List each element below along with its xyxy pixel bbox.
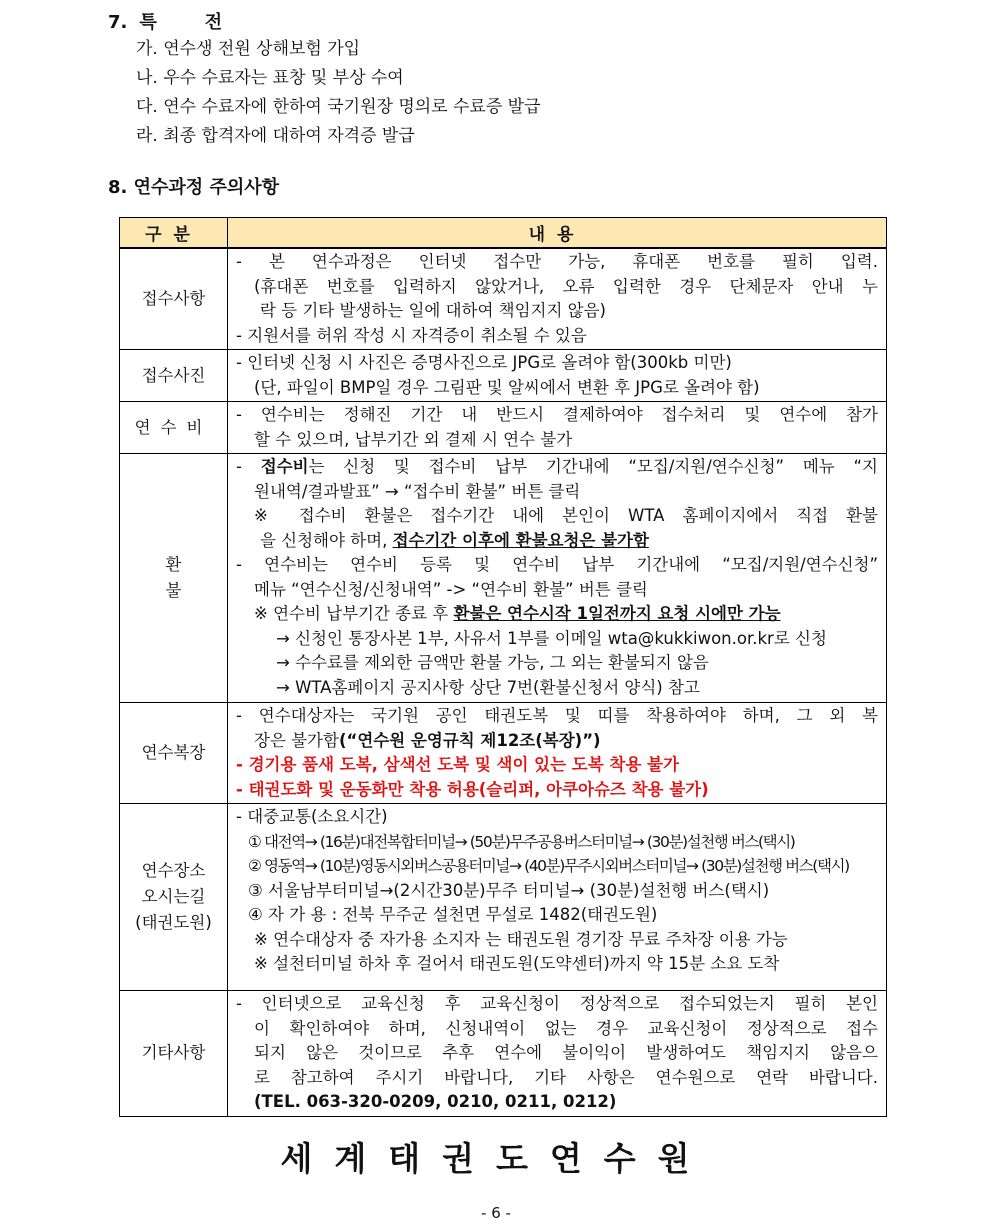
section-7-number: 7. — [108, 12, 128, 33]
content-dash: - — [236, 457, 261, 476]
content-line: ※ 연수대상자 중 자가용 소지자 는 태권도원 경기장 무료 주차장 이용 가능 — [254, 929, 788, 949]
content-line: - 인터넷으로 교육신청 후 교육신청이 정상적으로 접수되었는지 필히 본인 — [236, 994, 878, 1013]
location-label-line: (태권도원) — [135, 913, 212, 932]
content-underlined: 환불은 연수시작 1일전까지 요청 시에만 가능 — [453, 604, 781, 623]
row-label-reception: 접수사항 — [120, 248, 228, 350]
content-line: 메뉴 “연수신청/신청내역” -> “연수비 환불” 버튼 클릭 — [254, 579, 648, 599]
content-line: - 대중교통(소요시간) — [236, 807, 388, 826]
content-text: 장은 불가함 — [254, 730, 339, 750]
content-line: → 수수료를 제외한 금액만 환불 가능, 그 외는 환불되지 않음 — [276, 653, 709, 672]
route-line: ④ 자 가 용 : 전북 무주군 설천면 무설로 1482(태권도원) — [248, 905, 658, 924]
row-label-photo: 접수사진 — [120, 350, 228, 402]
perk-item: 나. 우수 수료자는 표창 및 부상 수여 — [136, 68, 404, 88]
content-text: ※ 연수비 납부기간 종료 후 — [254, 604, 454, 623]
perk-item: 다. 연수 수료자에 한하여 국기원장 명의로 수료증 발급 — [136, 97, 541, 117]
content-warning-line: - 태권도화 및 운동화만 착용 허용(슬리퍼, 아쿠아슈즈 착용 불가) — [236, 779, 709, 799]
content-line: 되지 않은 것이므로 추후 연수에 불이익이 발생하여도 책임지지 않음으 — [254, 1043, 878, 1062]
content-line: - 인터넷 신청 시 사진은 증명사진으로 JPG로 올려야 함(300kb 미만) — [236, 353, 732, 372]
section-7-title — [108, 8, 222, 34]
section-7-title-b: 전 — [204, 12, 223, 33]
row-content-fee — [228, 402, 887, 454]
table-row — [120, 248, 887, 350]
row-content-reception — [228, 248, 887, 350]
table-row — [120, 703, 887, 804]
content-line: - 연수비는 연수비 등록 및 연수비 납부 기간내에 “모집/지원/연수신청” — [236, 555, 878, 574]
location-label-line: 연수장소 — [141, 861, 206, 880]
content-bold: (“연수원 운영규칙 제12조(복장)”) — [338, 730, 601, 750]
row-content-other — [228, 991, 887, 1117]
header-category: 구분 — [120, 218, 228, 249]
row-content-uniform — [228, 703, 887, 804]
content-line: - 연수대상자는 국기원 공인 태권도복 및 띠를 착용하여야 하며, 그 외 복 — [236, 706, 878, 725]
content-underlined: 접수기간 이후에 환불요청은 불가함 — [392, 530, 649, 550]
row-label-fee: 연수비 — [120, 402, 228, 454]
row-content-refund — [228, 454, 887, 703]
table-row — [120, 804, 887, 991]
content-line: - 연수비는 정해진 기간 내 반드시 결제하여야 접수처리 및 연수에 참가 — [236, 405, 878, 424]
perks-list — [136, 35, 541, 151]
content-line: - 지원서를 허위 작성 시 자격증이 취소될 수 있음 — [236, 325, 587, 345]
content-line: 할 수 있으며, 납부기간 외 결제 시 연수 불가 — [254, 429, 573, 449]
content-line: (휴대폰 번호를 입력하지 않았거나, 오류 입력한 경우 단체문자 안내 누 — [254, 276, 878, 296]
content-line — [236, 602, 878, 627]
content-text: 을 신청해야 하며, — [260, 530, 393, 550]
row-label-other: 기타사항 — [120, 991, 228, 1117]
table-row — [120, 350, 887, 402]
notes-table — [119, 217, 887, 1117]
row-content-photo — [228, 350, 887, 402]
perk-item: 가. 연수생 전원 상해보험 가입 — [136, 39, 361, 59]
section-7-title-a: 특 — [139, 12, 157, 33]
location-label-line: 오시는길 — [141, 887, 206, 906]
section-8-title: 8. 연수과정 주의사항 — [108, 177, 279, 198]
table-row — [120, 454, 887, 703]
content-text: 는 신청 및 접수비 납부 기간내에 “모집/지원/연수신청” 메뉴 “지 — [308, 457, 878, 476]
content-line: 원내역/결과발표” → “접수비 환불” 버튼 클릭 — [254, 481, 581, 501]
content-line: → 신청인 통장사본 1부, 사유서 1부를 이메일 wta@kukkiwon.or.kr로 신청 — [276, 628, 827, 648]
content-line — [236, 729, 878, 754]
table-row — [120, 991, 887, 1117]
route-line: ③ 서울남부터미널→(2시간30분)무주 터미널→ (30분)설천행 버스(택시) — [248, 880, 770, 900]
content-line — [236, 529, 878, 554]
organization-name: 세계태권도연수원 — [280, 1139, 712, 1178]
content-line: 이 확인하여야 하며, 신청내역이 없는 경우 교육신청이 정상적으로 접수 — [254, 1018, 878, 1038]
route-line: ② 영동역→ (10분)영동시외버스공용터미널→ (40분)무주시외버스터미널→ (30분)설천행 버스(택시) — [248, 857, 849, 875]
content-bold: 접수비 — [260, 457, 309, 476]
content-line: 락 등 기타 발생하는 일에 대하여 책임지지 않음) — [260, 301, 606, 320]
row-content-location — [228, 804, 887, 991]
content-line: 로 참고하여 주시기 바랍니다, 기타 사항은 연수원으로 연락 바랍니다. — [254, 1067, 878, 1087]
row-label-refund: 환불 — [120, 454, 228, 703]
row-label-location — [120, 804, 228, 991]
contact-phone: (TEL. 063-320-0209, 0210, 0211, 0212) — [254, 1092, 617, 1111]
content-line — [236, 455, 878, 480]
table-header-row — [120, 218, 887, 249]
content-line: ※ 설천터미널 하차 후 걸어서 태권도원(도약센터)까지 약 15분 소요 도착 — [254, 954, 780, 973]
content-warning-line: - 경기용 품새 도복, 삼색선 도복 및 색이 있는 도복 착용 불가 — [236, 755, 679, 774]
content-line: - 본 연수과정은 인터넷 접수만 가능, 휴대폰 번호를 필히 입력. — [236, 252, 878, 271]
row-label-uniform: 연수복장 — [120, 703, 228, 804]
header-content: 내용 — [228, 218, 887, 249]
content-line: → WTA홈페이지 공지사항 상단 7번(환불신청서 양식) 참고 — [276, 677, 700, 697]
table-row — [120, 402, 887, 454]
content-line: (단, 파일이 BMP일 경우 그림판 및 알씨에서 변환 후 JPG로 올려야 함) — [254, 377, 760, 397]
route-line: ① 대전역→ (16분)대전복합터미널→ (50분)무주공용버스터미널→ (30분)설천행 버스(택시) — [248, 832, 795, 851]
page-number: - 6 - — [481, 1204, 511, 1222]
perk-item: 라. 최종 합격자에 대하여 자격증 발급 — [136, 126, 415, 146]
content-line: ※ 접수비 환불은 접수기간 내에 본인이 WTA 홈페이지에서 직접 환불 — [254, 506, 878, 525]
